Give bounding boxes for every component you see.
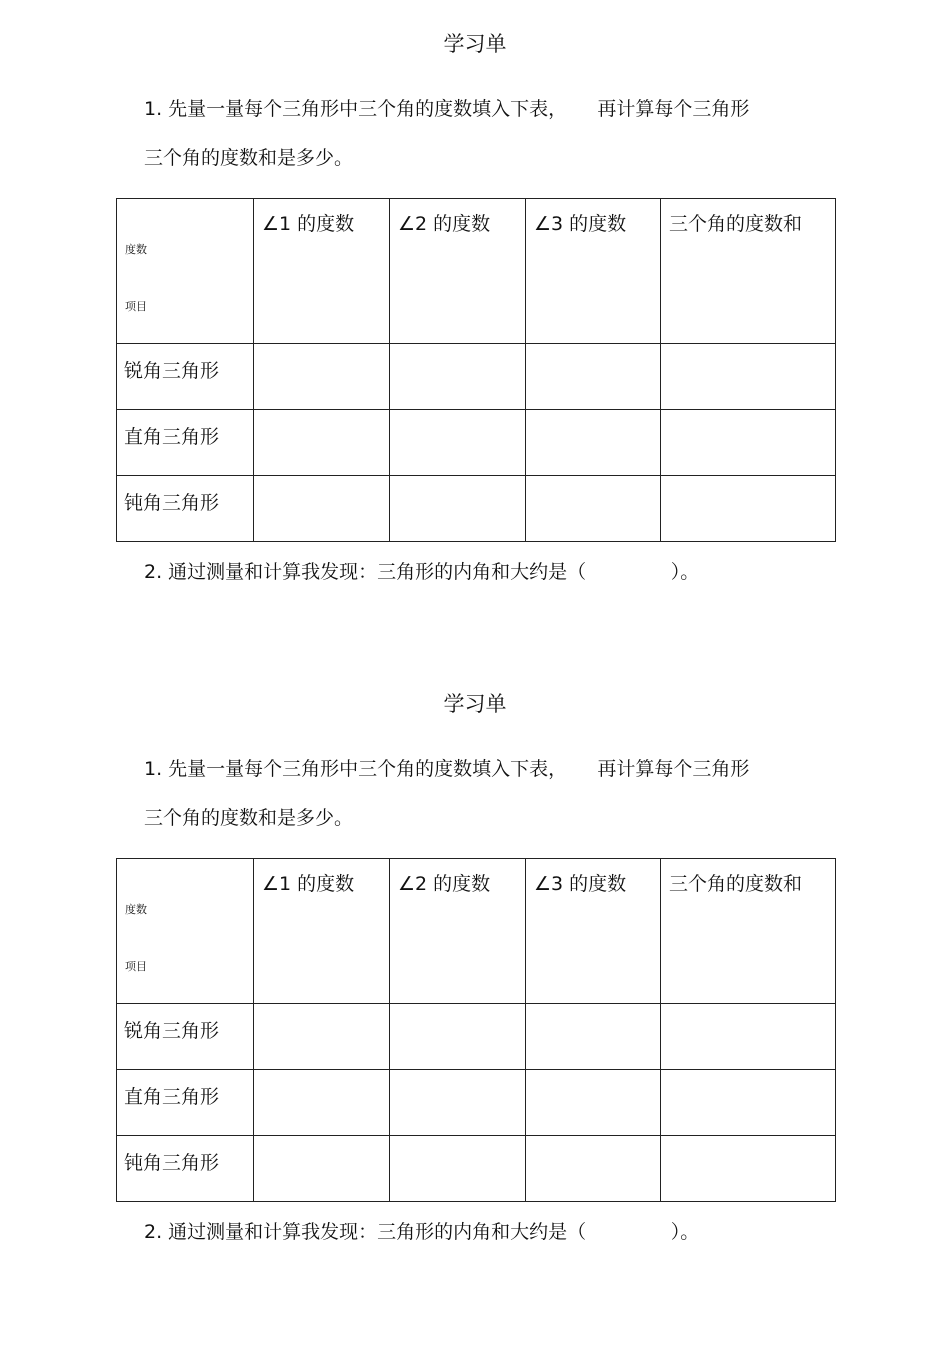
corner-label-degrees: 度数 xyxy=(125,903,147,916)
answer-cell[interactable] xyxy=(526,1004,661,1070)
row-label-obtuse: 钝角三角形 xyxy=(117,1136,254,1202)
header-angle-2: ∠2 的度数 xyxy=(390,199,526,344)
answer-cell[interactable] xyxy=(661,1070,836,1136)
worksheet-title: 学习单 xyxy=(443,692,507,716)
answer-cell[interactable] xyxy=(526,410,661,476)
corner-cell xyxy=(117,859,254,1004)
answer-cell[interactable] xyxy=(254,1004,390,1070)
row-label-acute: 锐角三角形 xyxy=(117,344,254,410)
row-label-acute: 锐角三角形 xyxy=(117,1004,254,1070)
table-header-row xyxy=(117,199,836,344)
answer-cell[interactable] xyxy=(254,344,390,410)
question-1-line-1: 1. 先量一量每个三角形中三个角的度数填入下表， 再计算每个三角形 xyxy=(144,758,750,780)
header-angle-sum: 三个角的度数和 xyxy=(661,859,836,1004)
answer-cell[interactable] xyxy=(254,1136,390,1202)
question-2: 2. 通过测量和计算我发现：三角形的内角和大约是（ ）。 xyxy=(144,1221,700,1243)
answer-cell[interactable] xyxy=(526,1136,661,1202)
answer-cell[interactable] xyxy=(390,410,526,476)
angle-table xyxy=(116,858,836,1202)
answer-cell[interactable] xyxy=(390,1136,526,1202)
answer-cell[interactable] xyxy=(661,410,836,476)
answer-cell[interactable] xyxy=(661,476,836,542)
question-1-line-1: 1. 先量一量每个三角形中三个角的度数填入下表， 再计算每个三角形 xyxy=(144,98,750,120)
corner-cell xyxy=(117,199,254,344)
header-angle-sum: 三个角的度数和 xyxy=(661,199,836,344)
corner-label-item: 项目 xyxy=(125,300,147,313)
header-angle-2: ∠2 的度数 xyxy=(390,859,526,1004)
header-angle-3: ∠3 的度数 xyxy=(526,199,661,344)
table-row xyxy=(117,344,836,410)
answer-cell[interactable] xyxy=(661,344,836,410)
table-row xyxy=(117,1070,836,1136)
answer-cell[interactable] xyxy=(526,1070,661,1136)
answer-cell[interactable] xyxy=(661,1136,836,1202)
question-1-line-2: 三个角的度数和是多少。 xyxy=(144,147,354,169)
corner-label-degrees: 度数 xyxy=(125,243,147,256)
question-1-line-2: 三个角的度数和是多少。 xyxy=(144,807,354,829)
header-angle-1: ∠1 的度数 xyxy=(254,199,390,344)
answer-cell[interactable] xyxy=(254,1070,390,1136)
row-label-right: 直角三角形 xyxy=(117,1070,254,1136)
answer-cell[interactable] xyxy=(390,1070,526,1136)
worksheet-title: 学习单 xyxy=(443,32,507,56)
angle-table xyxy=(116,198,836,542)
answer-cell[interactable] xyxy=(526,476,661,542)
answer-cell[interactable] xyxy=(390,1004,526,1070)
table-row xyxy=(117,476,836,542)
table-row xyxy=(117,1136,836,1202)
answer-cell[interactable] xyxy=(526,344,661,410)
table-header-row xyxy=(117,859,836,1004)
answer-cell[interactable] xyxy=(254,476,390,542)
answer-cell[interactable] xyxy=(390,476,526,542)
header-angle-3: ∠3 的度数 xyxy=(526,859,661,1004)
answer-cell[interactable] xyxy=(390,344,526,410)
answer-cell[interactable] xyxy=(254,410,390,476)
row-label-right: 直角三角形 xyxy=(117,410,254,476)
table-row xyxy=(117,410,836,476)
row-label-obtuse: 钝角三角形 xyxy=(117,476,254,542)
answer-cell[interactable] xyxy=(661,1004,836,1070)
table-row xyxy=(117,1004,836,1070)
corner-label-item: 项目 xyxy=(125,960,147,973)
header-angle-1: ∠1 的度数 xyxy=(254,859,390,1004)
question-2: 2. 通过测量和计算我发现：三角形的内角和大约是（ ）。 xyxy=(144,561,700,583)
